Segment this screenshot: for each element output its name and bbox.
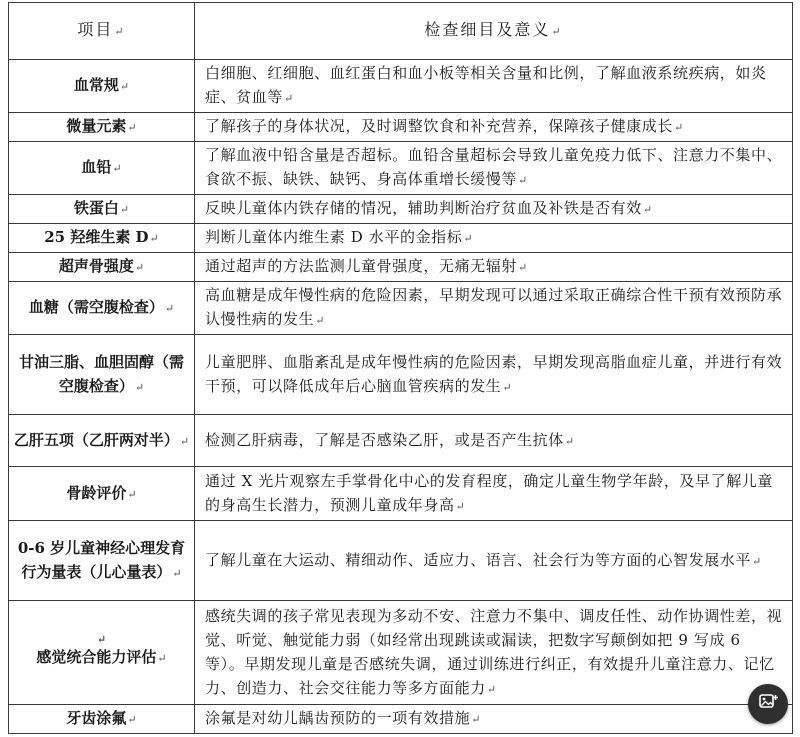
table-row [9, 467, 793, 521]
exam-table [8, 2, 793, 734]
table-header-row [9, 3, 793, 60]
row-item: 血常规↵ [9, 60, 195, 113]
table-row [9, 521, 793, 601]
table-row [9, 335, 793, 415]
image-edit-icon [758, 692, 778, 716]
row-item: 骨龄评价↵ [9, 467, 195, 521]
table-row [9, 415, 793, 467]
row-item: 超声骨强度↵ [9, 253, 195, 282]
image-edit-button[interactable] [748, 684, 788, 724]
table-row [9, 142, 793, 195]
row-desc: 了解儿童在大运动、精细动作、适应力、语言、社会行为等方面的心智发展水平↵ [195, 521, 793, 601]
row-item: 乙肝五项（乙肝两对半）↵ [9, 415, 195, 467]
row-item: 25 羟维生素 D↵ [9, 224, 195, 253]
table-row [9, 113, 793, 142]
table-row [9, 60, 793, 113]
table-row [9, 705, 793, 734]
table-row [9, 195, 793, 224]
row-desc: 白细胞、红细胞、血红蛋白和血小板等相关含量和比例，了解血液系统疾病，如炎症、贫血等↵ [195, 60, 793, 113]
row-desc: 通过超声的方法监测儿童骨强度，无痛无辐射↵ [195, 253, 793, 282]
header-desc: 检查细目及意义↵ [195, 3, 793, 60]
row-item: ↵ 感觉统合能力评估↵ [9, 601, 195, 705]
row-desc: 反映儿童体内铁存储的情况，辅助判断治疗贫血及补铁是否有效↵ [195, 195, 793, 224]
table-row [9, 601, 793, 705]
table-row [9, 282, 793, 335]
header-item: 项目↵ [9, 3, 195, 60]
table-row [9, 253, 793, 282]
row-item: 0-6 岁儿童神经心理发育行为量表（儿心量表）↵ [9, 521, 195, 601]
row-item: 铁蛋白↵ [9, 195, 195, 224]
row-desc: 了解孩子的身体状况，及时调整饮食和补充营养，保障孩子健康成长↵ [195, 113, 793, 142]
row-item: 微量元素↵ [9, 113, 195, 142]
row-desc: 检测乙肝病毒，了解是否感染乙肝，或是否产生抗体↵ [195, 415, 793, 467]
table-row [9, 224, 793, 253]
row-desc: 感统失调的孩子常见表现为多动不安、注意力不集中、调皮任性、动作协调性差，视觉、听觉、触觉能力弱（如经常出现跳读或漏读，把数字写颠倒如把 9 写成 6 等）。早期发现儿童是否感统失调，通过训练进行纠正，有效提升儿童注意力、记忆力、创造力、社会交往能力等多方面能力↵ [195, 601, 793, 705]
row-desc: 涂氟是对幼儿龋齿预防的一项有效措施↵ [195, 705, 793, 734]
row-item: 血糖（需空腹检查）↵ [9, 282, 195, 335]
row-item: 血铅↵ [9, 142, 195, 195]
row-desc: 判断儿童体内维生素 D 水平的金指标↵ [195, 224, 793, 253]
row-desc: 通过 X 光片观察左手掌骨化中心的发育程度，确定儿童生物学年龄，及早了解儿童的身高生长潜力，预测儿童成年身高↵ [195, 467, 793, 521]
row-item: 甘油三脂、血胆固醇（需空腹检查）↵ [9, 335, 195, 415]
row-item: 牙齿涂氟↵ [9, 705, 195, 734]
row-desc: 了解血液中铅含量是否超标。血铅含量超标会导致儿童免疫力低下、注意力不集中、食欲不振、缺铁、缺钙、身高体重增长缓慢等↵ [195, 142, 793, 195]
row-desc: 高血糖是成年慢性病的危险因素，早期发现可以通过采取正确综合性干预有效预防承认慢性病的发生↵ [195, 282, 793, 335]
row-desc: 儿童肥胖、血脂紊乱是成年慢性病的危险因素，早期发现高脂血症儿童，并进行有效干预，可以降低成年后心脑血管疾病的发生↵ [195, 335, 793, 415]
